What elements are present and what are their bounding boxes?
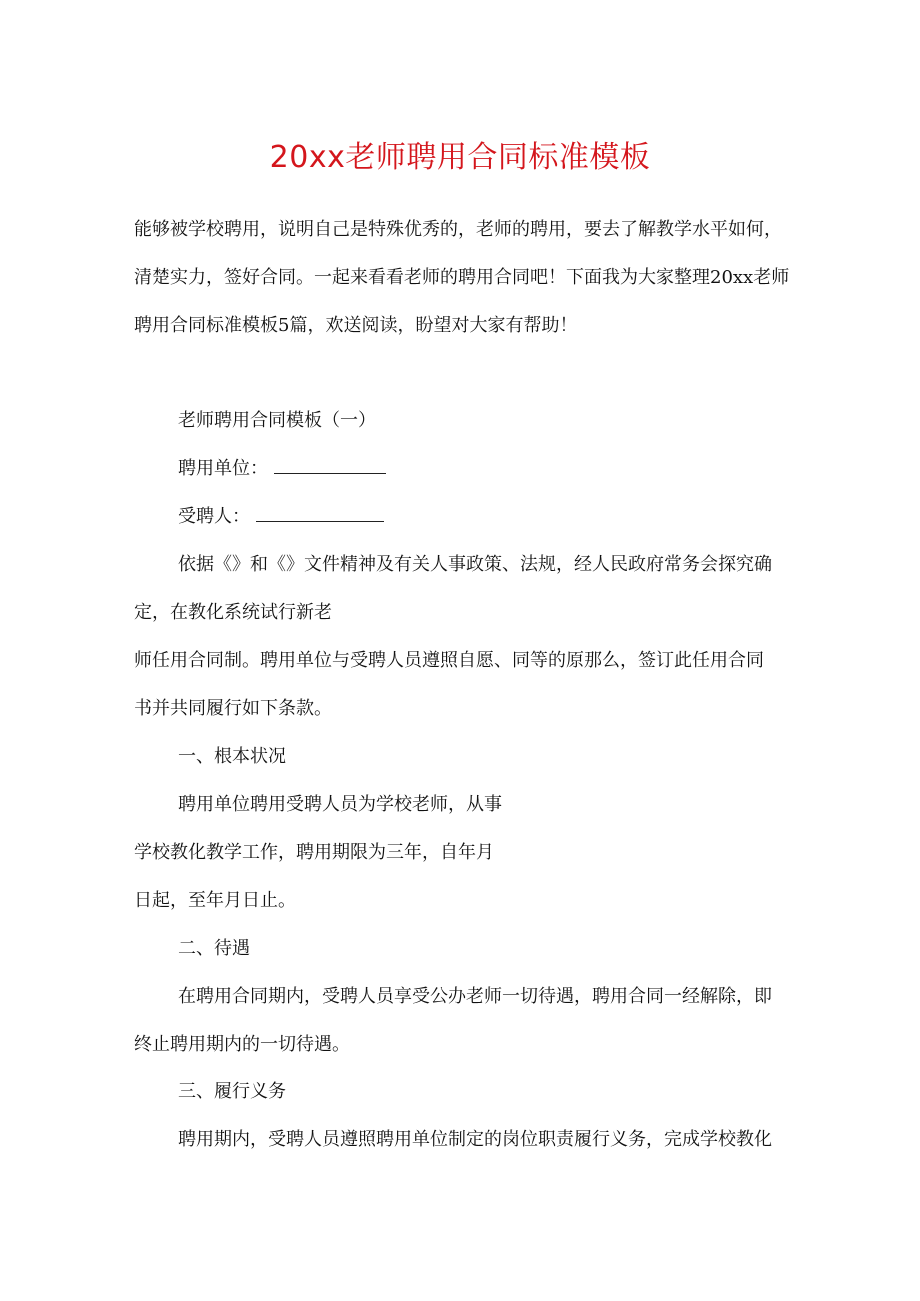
clause-1-line-2: 学校教化教学工作，聘用期限为三年，自年月 — [134, 842, 494, 863]
clause-2-heading: 二、待遇 — [178, 938, 250, 959]
preamble-line-3: 师任用合同制。聘用单位与受聘人员遵照自愿、同等的原那么，签订此任用合同 — [134, 650, 764, 671]
clause-1-line-3: 日起，至年月日止。 — [134, 890, 296, 911]
employee-label: 受聘人： — [178, 506, 250, 527]
clause-1-line-1: 聘用单位聘用受聘人员为学校老师，从事 — [178, 794, 502, 815]
preamble-line-2: 定，在教化系统试行新老 — [134, 602, 332, 623]
intro-line-2: 清楚实力，签好合同。一起来看看老师的聘用合同吧！下面我为大家整理20xx老师 — [134, 267, 790, 288]
clause-2-line-1: 在聘用合同期内，受聘人员享受公办老师一切待遇，聘用合同一经解除，即 — [178, 986, 772, 1007]
employee-blank — [256, 503, 384, 522]
preamble-line-1: 依据《》和《》文件精神及有关人事政策、法规，经人民政府常务会探究确 — [178, 554, 772, 575]
employer-blank — [274, 455, 386, 474]
employer-field — [178, 455, 386, 483]
document-title: 20xx老师聘用合同标准模板 — [269, 140, 651, 175]
intro-line-1: 能够被学校聘用，说明自己是特殊优秀的，老师的聘用，要去了解教学水平如何， — [134, 219, 782, 240]
employee-field — [178, 503, 384, 531]
employer-label: 聘用单位： — [178, 458, 268, 479]
clause-1-heading: 一、根本状况 — [178, 746, 286, 767]
clause-3-heading: 三、履行义务 — [178, 1081, 286, 1102]
clause-3-line-1: 聘用期内，受聘人员遵照聘用单位制定的岗位职责履行义务，完成学校教化 — [178, 1129, 772, 1150]
clause-2-line-2: 终止聘用期内的一切待遇。 — [134, 1034, 350, 1055]
intro-line-3: 聘用合同标准模板5篇，欢送阅读，盼望对大家有帮助！ — [134, 315, 578, 336]
section-heading: 老师聘用合同模板（一） — [178, 410, 376, 431]
preamble-line-4: 书并共同履行如下条款。 — [134, 698, 332, 719]
